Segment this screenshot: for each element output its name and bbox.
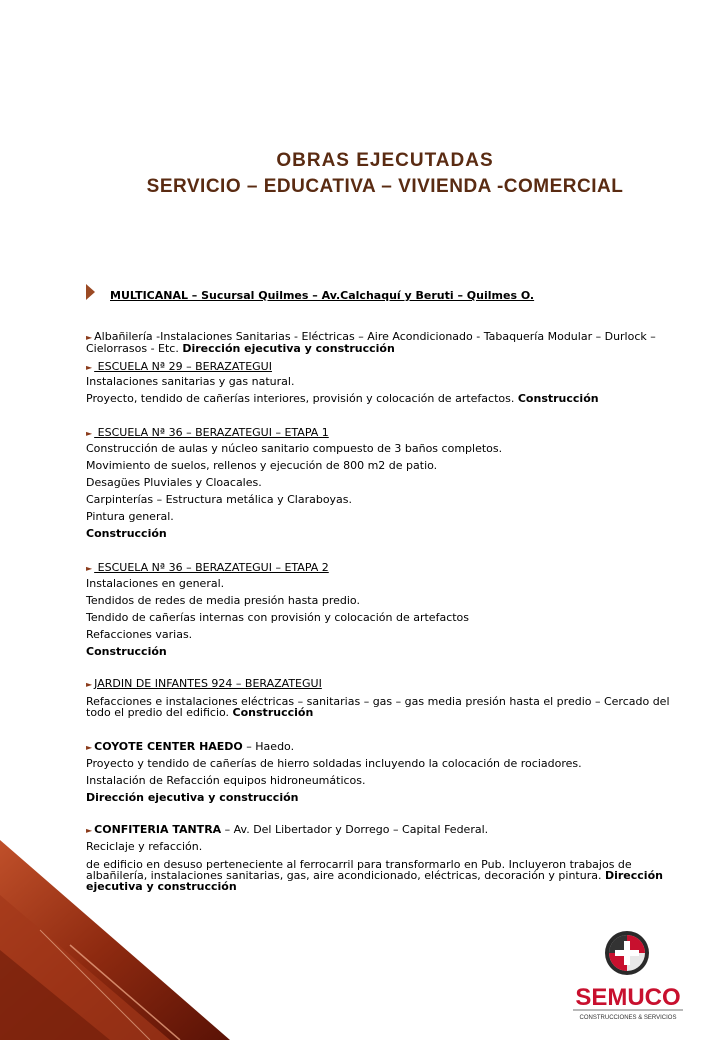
section-heading-coyote-center: ► COYOTE CENTER HAEDO – Haedo. [86, 740, 295, 753]
section-line: Pintura general. [86, 510, 174, 523]
section-line: Instalación de Refacción equipos hidroneumáticos. [86, 774, 366, 787]
section-line: Construcción de aulas y núcleo sanitario compuesto de 3 baños completos. [86, 442, 503, 455]
section-heading-escuela-36-etapa-1: ► ESCUELA Nª 36 – BERAZATEGUI – ETAPA 1 [86, 426, 329, 439]
section-line: Desagües Pluviales y Cloacales. [86, 476, 262, 489]
section-line: Tendido de cañerías internas con provisión y colocación de artefactos [86, 611, 470, 624]
bullet-icon: ► [86, 333, 93, 342]
section-line: Instalaciones sanitarias y gas natural. [86, 375, 295, 388]
section-heading-escuela-36-etapa-2: ► ESCUELA Nª 36 – BERAZATEGUI – ETAPA 2 [86, 561, 329, 574]
logo-name: SEMUCO [575, 984, 681, 1011]
section-line: Refacciones varias. [86, 628, 193, 641]
section-line: Construcción [86, 527, 167, 540]
section-line: Proyecto, tendido de cañerías interiores, provisión y colocación de artefactos. Construcción [86, 392, 599, 405]
section-heading-jardin-924: ► JARDIN DE INFANTES 924 – BERAZATEGUI [86, 677, 322, 690]
section-line: Dirección ejecutiva y construcción [86, 791, 299, 804]
section-line: Instalaciones en general. [86, 577, 225, 590]
section-line: Movimiento de suelos, rellenos y ejecución de 800 m2 de patio. [86, 459, 438, 472]
section-heading-escuela-29: ► ESCUELA Nª 29 – BERAZATEGUI [86, 360, 272, 373]
section-line: Carpinterías – Estructura metálica y Claraboyas. [86, 493, 353, 506]
bullet-icon: ► [86, 680, 93, 689]
bullet-icon: ► [86, 363, 93, 372]
section-line: ► Albañilería -Instalaciones Sanitarias - Eléctricas – Aire Acondicionado - Tabaquería Modular – Durlock – Cielorrasos - Etc. Dirección ejecutiva y construcción [86, 330, 656, 355]
bullet-icon: ► [86, 826, 93, 835]
semuco-logo [570, 925, 686, 1030]
page-title-line1: OBRAS EJECUTADAS [276, 150, 494, 171]
section-line: Reciclaje y refacción. [86, 840, 203, 853]
section-line: Tendidos de redes de media presión hasta predio. [86, 594, 360, 607]
section-line: Proyecto y tendido de cañerías de hierro soldadas incluyendo la colocación de rociadores. [86, 757, 582, 770]
bullet-icon: ► [86, 743, 93, 752]
section-heading-confiteria-tantra: ► CONFITERIA TANTRA – Av. Del Libertador y Dorrego – Capital Federal. [86, 823, 489, 836]
section-line: Construcción [86, 645, 167, 658]
section-line: Refacciones e instalaciones eléctricas – sanitarias – gas – gas media presión hasta el predio – Cercado del todo el predio del edificio. Construcción [86, 695, 670, 719]
page-title-line2: SERVICIO – EDUCATIVA – VIVIENDA -COMERCIAL [146, 176, 624, 197]
bullet-icon: ► [86, 564, 93, 573]
section-line: de edificio en desuso perteneciente al ferrocarril para transformarlo en Pub. Incluyeron trabajos de albañilería, instalaciones sanitarias, gas, aire acondicionado, eléctricas, decoración y pintura. Dirección ejecutiva y construcción [86, 858, 663, 893]
bullet-icon: ► [86, 429, 93, 438]
arrow-bullet-icon [86, 284, 95, 300]
section-heading-multicanal: MULTICANAL – Sucursal Quilmes – Av.Calchaquí y Beruti – Quilmes O. [110, 289, 535, 302]
logo-tagline: CONSTRUCCIONES & SERVICIOS [579, 1015, 677, 1021]
